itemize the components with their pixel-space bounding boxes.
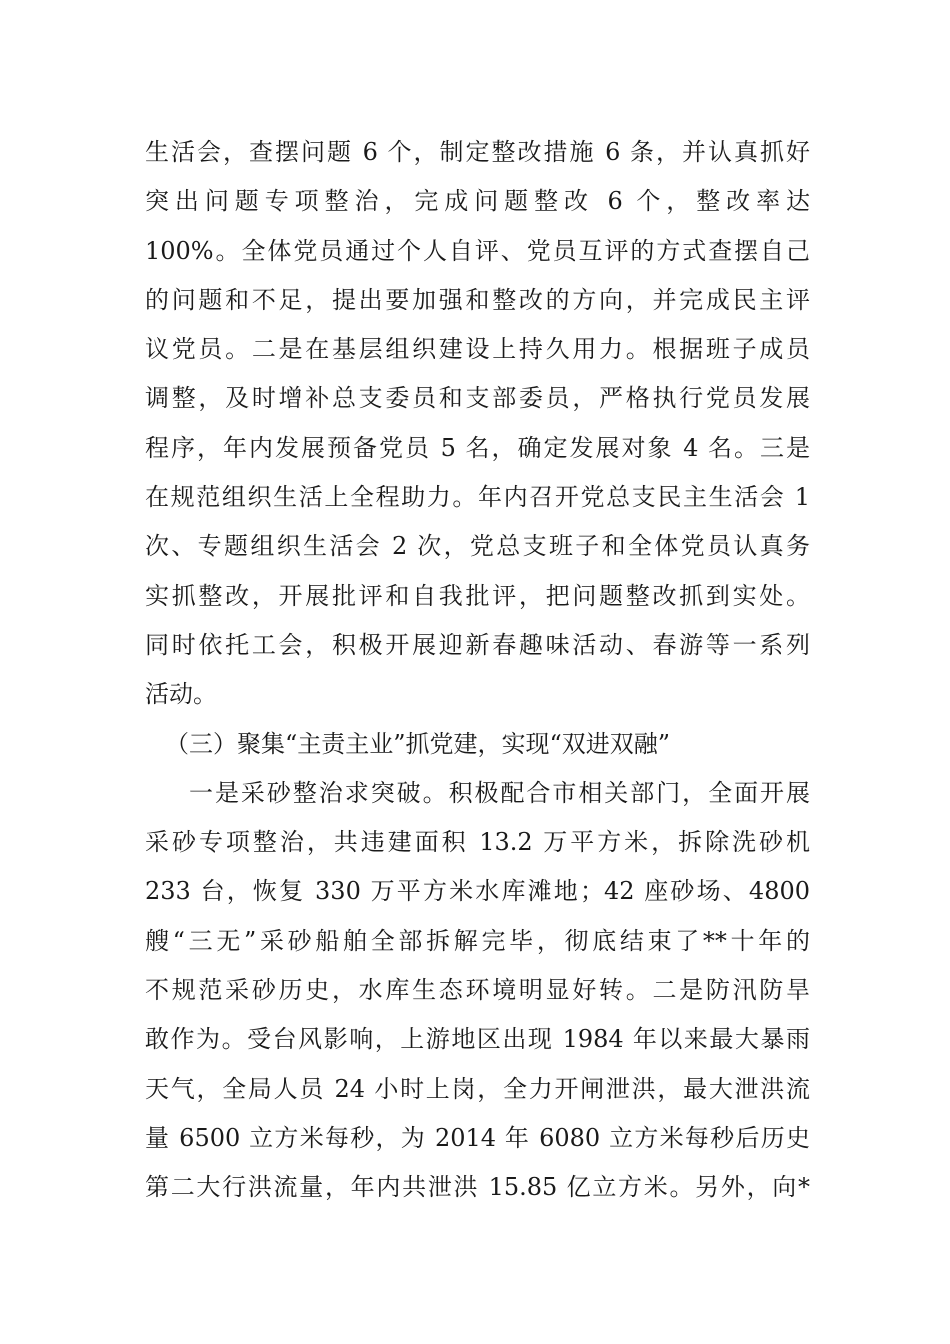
- text-line: 不规范采砂历史，水库生态环境明显好转。二是防汛防旱: [145, 976, 810, 1005]
- text-line: 实抓整改，开展批评和自我批评，把问题整改抓到实处。: [145, 581, 810, 610]
- paragraph-1: [145, 128, 810, 720]
- text-line: 100%。全体党员通过个人自评、党员互评的方式查摆自己: [145, 236, 810, 265]
- text-line: 的问题和不足，提出要加强和整改的方向，并完成民主评: [145, 285, 810, 314]
- text-line: 在规范组织生活上全程助力。年内召开党总支民主生活会 1: [145, 483, 810, 512]
- text-line: 采砂专项整治，共违建面积 13.2 万平方米，拆除洗砂机: [145, 828, 810, 857]
- document-body: [145, 128, 810, 1213]
- section-heading: （三）聚集“主责主业”抓党建，实现“双进双融”: [165, 729, 671, 758]
- text-line: 同时依托工会，积极开展迎新春趣味活动、春游等一系列: [145, 630, 810, 659]
- text-line: 233 台，恢复 330 万平方米水库滩地；42 座砂场、4800: [145, 877, 810, 906]
- text-line: 第二大行洪流量，年内共泄洪 15.85 亿立方米。另外，向*: [145, 1173, 810, 1202]
- text-line: 议党员。二是在基层组织建设上持久用力。根据班子成员: [145, 335, 810, 364]
- text-line: 次、专题组织生活会 2 次，党总支班子和全体党员认真务: [145, 532, 810, 561]
- text-line: 活动。: [145, 680, 217, 709]
- paragraph-2: [145, 769, 810, 1213]
- text-line: 生活会，查摆问题 6 个，制定整改措施 6 条，并认真抓好: [145, 138, 810, 166]
- text-line: 程序，年内发展预备党员 5 名，确定发展对象 4 名。三是: [145, 433, 810, 462]
- text-line: 艘“三无”采砂船舶全部拆解完毕，彻底结束了**十年的: [145, 926, 810, 955]
- text-line: 突出问题专项整治，完成问题整改 6 个，整改率达: [145, 187, 810, 216]
- text-line: 敢作为。受台风影响，上游地区出现 1984 年以来最大暴雨: [145, 1025, 810, 1054]
- text-line: 量 6500 立方米每秒，为 2014 年 6080 立方米每秒后历史: [145, 1123, 810, 1152]
- text-line: 天气，全局人员 24 小时上岗，全力开闸泄洪，最大泄洪流: [145, 1074, 810, 1103]
- text-line: 一是采砂整治求突破。积极配合市相关部门，全面开展: [189, 778, 810, 807]
- text-line: 调整，及时增补总支委员和支部委员，严格执行党员发展: [145, 384, 810, 413]
